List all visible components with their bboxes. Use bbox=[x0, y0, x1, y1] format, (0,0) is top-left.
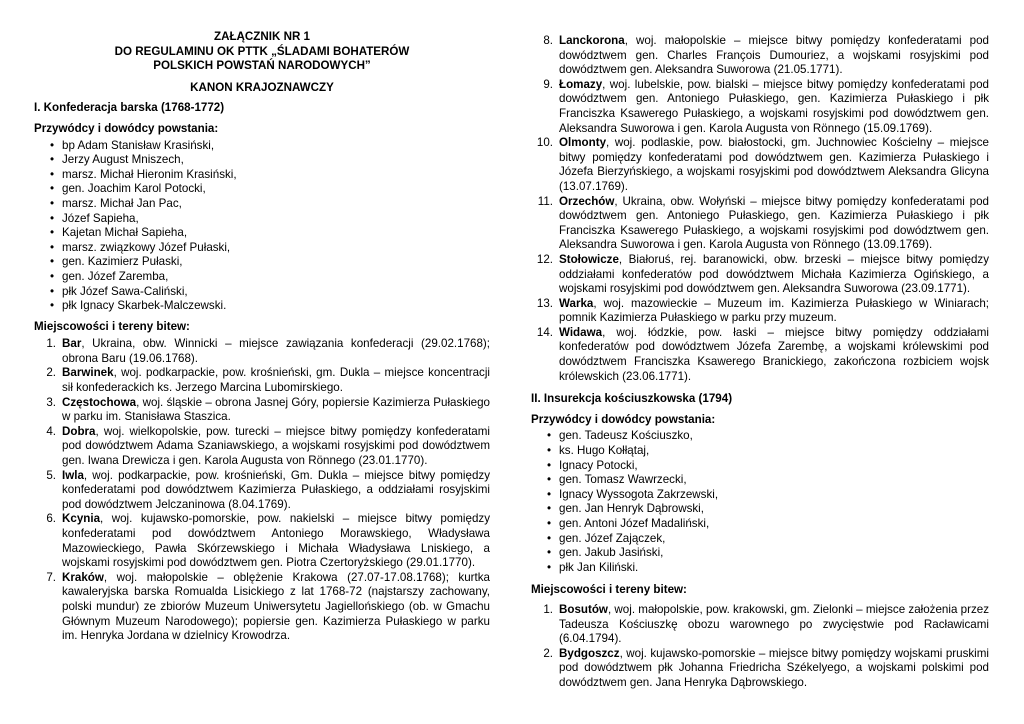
section-1-leaders-list bbox=[34, 139, 490, 314]
place-number: 4. bbox=[46, 424, 56, 438]
leader-item: • gen. Józef Zajączek, bbox=[559, 532, 989, 547]
place-description: , woj. mazowieckie – Muzeum im. Kazimierza Pułaskiego w Winiarach; pomnik Kazimierza Pułaskiego w parku przy muzeum. bbox=[559, 296, 989, 325]
leader-item: • płk Ignacy Skarbek-Malczewski. bbox=[62, 299, 490, 314]
place-number: 1. bbox=[46, 337, 56, 351]
place-number: 2. bbox=[46, 366, 56, 380]
place-item bbox=[531, 647, 989, 691]
place-description: , Ukraina, obw. Winnicki – miejsce zawiązania konfederacji (29.02.1768); obrona Baru (19.06.1768). bbox=[62, 337, 490, 365]
place-description: , woj. łódzkie, pow. łaski – miejsce bitwy pomiędzy oddziałami konfederatów pod dowództwem Józefa Zarembę, a wojskami królewskimi pod dowództwem Franciszka Ksawerego Branickiego, zakończona rozbiciem wojsk królewskich (23.06.1771). bbox=[559, 325, 989, 383]
place-description: , woj. kujawsko-pomorskie, pow. nakielski – miejsce bitwy pomiędzy konfederatami pod dowództwem Antoniego Morawskiego, Władysława Mazowieckiego, Pawła Skórzewskiego i Michała Władysława Lniskiego, a wojskami rosyjskimi pod dowództwem gen. Piotra Czertoryżskiego (29.01.1770). bbox=[62, 512, 490, 570]
place-item bbox=[34, 512, 490, 570]
leader-item: • płk Jan Kiliński. bbox=[559, 561, 989, 576]
place-description: , woj. wielkopolskie, pow. turecki – miejsce bitwy pomiędzy konfederatami pod dowództwem Adama Szaniawskiego, a wojskami rosyjskimi pod dowództwem gen. Iwana Drewicza i gen. Karola Augusta von Rönnego (23.01.1770). bbox=[62, 424, 490, 468]
place-number: 3. bbox=[46, 395, 56, 409]
section-2-leaders-heading: Przywódcy i dowódcy powstania: bbox=[531, 412, 716, 426]
place-number: 10. bbox=[536, 136, 553, 150]
section-1-places-list-continued bbox=[531, 34, 989, 384]
place-name: Bosutów bbox=[559, 602, 608, 616]
leader-item: • gen. Jan Henryk Dąbrowski, bbox=[559, 502, 989, 517]
leader-item: • gen. Kazimierz Pułaski, bbox=[62, 255, 490, 270]
place-item bbox=[531, 195, 989, 253]
leader-item: • bp Adam Stanisław Krasiński, bbox=[62, 139, 490, 154]
section-2-places-list bbox=[531, 603, 989, 691]
section-1-leaders-heading: Przywódcy i dowódcy powstania: bbox=[34, 121, 219, 135]
place-name: Dobra bbox=[62, 424, 96, 438]
place-number: 9. bbox=[543, 77, 553, 91]
place-description: , woj. małopolskie – oblężenie Krakowa (27.07-17.08.1768); kurtka kawaleryjska barska Romualda Lisickiego z lat 1768-72 (najstarszy zachowany, polski mundur) ze zbiorów Muzeum Uniwersytetu Jagiellońskiego (ob. w Gmachu Głównym Muzeum Narodowego); popiersie gen. Kazimierza Pułaskiego w parku im. Henryka Jordana w dzielnicy Krowodrza. bbox=[62, 570, 490, 643]
leader-item: • Ignacy Wyssogota Zakrzewski, bbox=[559, 488, 989, 503]
place-name: Warka bbox=[559, 296, 594, 310]
place-number: 13. bbox=[536, 296, 553, 310]
leader-item: • Józef Sapieha, bbox=[62, 212, 490, 227]
place-name: Lanckorona bbox=[559, 34, 625, 47]
leader-item: • ks. Hugo Kołłątaj, bbox=[559, 444, 989, 459]
place-item bbox=[531, 78, 989, 136]
section-1-places-list bbox=[34, 337, 490, 643]
annex-title: ZAŁĄCZNIK NR 1 bbox=[214, 30, 310, 43]
leader-item: • Jerzy August Mniszech, bbox=[62, 153, 490, 168]
place-name: Kraków bbox=[62, 570, 104, 584]
section-1-places-heading: Miejscowości i tereny bitew: bbox=[34, 319, 190, 333]
place-description: , woj. małopolskie – miejsce bitwy pomiędzy konfederatami pod dowództwem gen. Charles François Dumouriez, a wojskami rosyjskimi pod dowództwem gen. Aleksandra Suworowa (21.05.1771). bbox=[559, 34, 989, 77]
place-number: 5. bbox=[46, 468, 56, 482]
place-item bbox=[531, 136, 989, 194]
place-description: , woj. lubelskie, pow. bialski – miejsce bitwy pomiędzy konfederatami pod dowództwem gen. Antoniego Pułaskiego, gen. Kazimierza Pułaskiego i płk Franciszka Ksawerego Pułaskiego, a wojskami rosyjskimi pod dowództwem gen. Aleksandra Suworowa i gen. Karola Augusta von Rönnego (15.09.1769). bbox=[559, 77, 989, 135]
place-item bbox=[34, 366, 490, 395]
place-description: , woj. małopolskie, pow. krakowski, gm. Zielonki – miejsce założenia przez Tadeusza Kościuszkę obozu warownego po zwycięstwie pod Racławicami (6.04.1794). bbox=[559, 602, 989, 646]
place-number: 6. bbox=[46, 512, 56, 526]
section-1-title: I. Konfederacja barska (1768-1772) bbox=[34, 101, 225, 115]
place-description: , woj. podlaskie, pow. białostocki, gm. Juchnowiec Kościelny – miejsce bitwy pomiędzy konfederatami pod dowództwem gen. Kazimierza Pułaskiego i Józefa Bierzyńskiego, a wojskami rosyjskimi pod dowództwem Aleksandra Glicyna (13.07.1769). bbox=[559, 136, 989, 193]
place-item bbox=[34, 337, 490, 366]
leader-item: • gen. Joachim Karol Potocki, bbox=[62, 182, 490, 197]
section-2-places-heading: Miejscowości i tereny bitew: bbox=[531, 583, 687, 597]
leader-item: • płk Józef Sawa-Caliński, bbox=[62, 285, 490, 300]
place-number: 8. bbox=[543, 34, 553, 47]
place-item bbox=[34, 396, 490, 425]
place-name: Bydgoszcz bbox=[559, 646, 620, 660]
leader-item: • gen. Jakub Jasiński, bbox=[559, 546, 989, 561]
place-name: Kcynia bbox=[62, 512, 101, 526]
place-item bbox=[531, 34, 989, 78]
place-description: , woj. podkarpackie, pow. krośnieński, Gm. Dukla – miejsce bitwy pomiędzy konfederatami pod dowództwem Kazimierza Pułaskiego, a oddziałami rosyjskimi pod dowództwem Jelczaninowa (8.04.1769). bbox=[62, 468, 490, 511]
leader-item: • gen. Tomasz Wawrzecki, bbox=[559, 473, 989, 488]
place-item bbox=[531, 603, 989, 647]
leader-item: • gen. Tadeusz Kościuszko, bbox=[559, 429, 989, 444]
left-column bbox=[34, 30, 490, 644]
place-number: 12. bbox=[536, 252, 553, 266]
leader-item: • marsz. związkowy Józef Pułaski, bbox=[62, 241, 490, 256]
place-item bbox=[531, 253, 989, 297]
section-2-leaders-list bbox=[531, 429, 989, 575]
annex-subtitle-1: DO REGULAMINU OK PTTK „ŚLADAMI BOHATERÓW bbox=[114, 44, 410, 58]
place-name: Łomazy bbox=[559, 77, 603, 91]
place-name: Częstochowa bbox=[62, 395, 137, 409]
place-number: 7. bbox=[46, 570, 56, 584]
place-item bbox=[34, 571, 490, 644]
place-name: Orzechów bbox=[559, 194, 615, 208]
place-name: Widawa bbox=[559, 325, 603, 339]
place-description: , woj. śląskie – obrona Jasnej Góry, popiersie Kazimierza Pułaskiego w parku im. Stanisława Staszica. bbox=[62, 395, 490, 424]
place-description: , woj. podkarpackie, pow. krośnieński, gm. Dukla – miejsce koncentracji sił konfederackich ks. Jerzego Marcina Lubomirskiego. bbox=[62, 366, 490, 395]
place-description: , Białoruś, rej. baranowicki, obw. brzeski – miejsce bitwy pomiędzy oddziałami konfederatów pod dowództwem Michała Kazimierza Ogińskiego, a wojskami rosyjskimi pod dowództwem gen. Aleksandra Suworowa (23.09.1771). bbox=[559, 252, 989, 296]
section-2-title: II. Insurekcja kościuszkowska (1794) bbox=[531, 392, 733, 406]
leader-item: • marsz. Michał Jan Pac, bbox=[62, 197, 490, 212]
annex-subtitle-2: POLSKICH POWSTAŃ NARODOWYCH” bbox=[153, 59, 371, 73]
place-description: , Ukraina, obw. Wołyński – miejsce bitwy pomiędzy konfederatami pod dowództwem gen. Antoniego Pułaskiego, gen. Kazimierza Pułaskiego i płk Franciszka Ksawerego Pułaskiego, a wojskami rosyjskimi pod dowództwem gen. Aleksandra Suworowa i gen. Karola Augusta von Rönnego (13.09.1769). bbox=[559, 194, 989, 252]
place-name: Iwla bbox=[62, 468, 84, 482]
place-name: Barwinek bbox=[62, 366, 114, 380]
leader-item: • Ignacy Potocki, bbox=[559, 459, 989, 474]
place-number: 1. bbox=[543, 602, 553, 616]
place-item bbox=[34, 469, 490, 513]
canon-title: KANON KRAJOZNAWCZY bbox=[190, 80, 334, 94]
place-name: Olmonty bbox=[559, 136, 607, 150]
place-number: 14. bbox=[536, 325, 553, 339]
right-column bbox=[531, 30, 989, 691]
leader-item: • gen. Antoni Józef Madaliński, bbox=[559, 517, 989, 532]
place-number: 2. bbox=[543, 646, 553, 660]
place-description: , woj. kujawsko-pomorskie – miejsce bitwy pomiędzy wojskami pruskimi pod dowództwem płk Johanna Friedricha Székelyego, a wojskami polskimi pod dowództwem gen. Jana Henryka Dąbrowskiego. bbox=[559, 646, 989, 689]
place-name: Stołowicze bbox=[559, 252, 619, 266]
leader-item: • marsz. Michał Hieronim Krasiński, bbox=[62, 168, 490, 183]
place-number: 11. bbox=[537, 194, 553, 208]
place-item bbox=[34, 425, 490, 469]
place-item bbox=[531, 326, 989, 384]
place-name: Bar bbox=[62, 337, 82, 351]
leader-item: • Kajetan Michał Sapieha, bbox=[62, 226, 490, 241]
place-item bbox=[531, 297, 989, 326]
leader-item: • gen. Józef Zaremba, bbox=[62, 270, 490, 285]
